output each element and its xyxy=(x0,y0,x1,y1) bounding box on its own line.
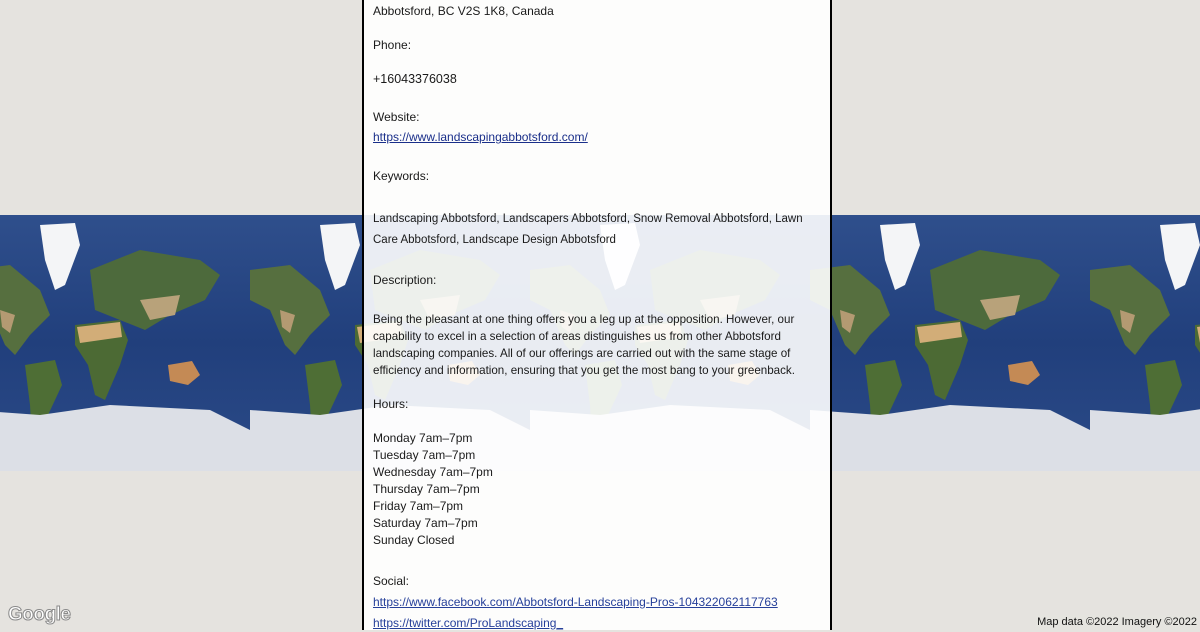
hours-saturday: Saturday 7am–7pm xyxy=(373,516,478,530)
hours-friday: Friday 7am–7pm xyxy=(373,499,464,513)
keywords-label: Keywords: xyxy=(373,169,430,183)
hours-thursday: Thursday 7am–7pm xyxy=(373,482,480,496)
hours-list xyxy=(373,430,493,549)
address-line: Abbotsford, BC V2S 1K8, Canada xyxy=(373,4,554,18)
hours-monday: Monday 7am–7pm xyxy=(373,431,473,445)
map-attribution[interactable]: Map data ©2022 Imagery ©2022 xyxy=(1037,616,1197,628)
description-text: Being the pleasant at one thing offers you a leg up at the opposition. However, our capability to excel in a selection of areas distinguishes us from other Abbotsford landscaping companies. All of our offerings are carried out with the same stage of efficiency and information, ensuring that you get the most bang to your greenback. xyxy=(373,313,795,377)
hours-sunday: Sunday Closed xyxy=(373,533,455,547)
facebook-link[interactable]: https://www.facebook.com/Abbotsford-Landscaping-Pros-104322062117763 xyxy=(373,595,778,609)
business-info-panel xyxy=(362,0,832,630)
google-logo[interactable]: Google xyxy=(8,604,71,625)
keywords-text: Landscaping Abbotsford, Landscapers Abbotsford, Snow Removal Abbotsford, Lawn Care Abbotsford, Landscape Design Abbotsford xyxy=(373,213,803,246)
twitter-link[interactable]: https://twitter.com/ProLandscaping_ xyxy=(373,616,564,630)
hours-tuesday: Tuesday 7am–7pm xyxy=(373,448,476,462)
description-label: Description: xyxy=(373,273,437,287)
website-label: Website: xyxy=(373,110,420,124)
website-link[interactable]: https://www.landscapingabbotsford.com/ xyxy=(373,130,588,144)
social-label: Social: xyxy=(373,574,410,588)
hours-label: Hours: xyxy=(373,397,409,411)
hours-wednesday: Wednesday 7am–7pm xyxy=(373,465,493,479)
phone-label: Phone: xyxy=(373,38,412,52)
phone-number: +16043376038 xyxy=(373,72,457,86)
